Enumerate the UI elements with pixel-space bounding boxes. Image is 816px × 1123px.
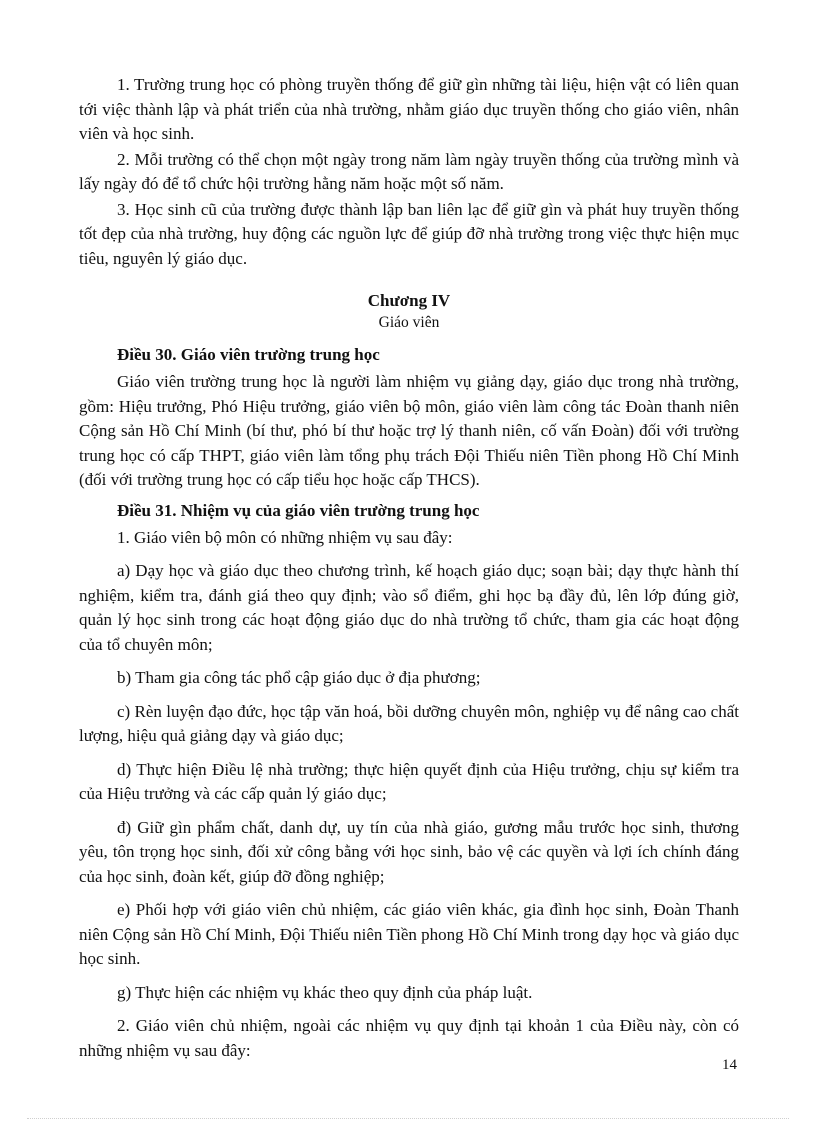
intro-paragraph-2: 2. Mỗi trường có thể chọn một ngày trong năm làm ngày truyền thống của trường mình và lấy ngày đó để tổ chức hội trường hằng năm hoặc một số năm. <box>79 149 739 193</box>
list-item-dd: đ) Giữ gìn phẩm chất, danh dự, uy tín của nhà giáo, gương mẫu trước học sinh, thương yêu, tôn trọng học sinh, đối xử công bằng với học sinh, bảo vệ các quyền và lợi ích chính đáng của học sinh, đoàn kết, giúp đỡ đồng nghiệp; <box>79 817 739 886</box>
article-30-heading: Điều 30. Giáo viên trường trung học <box>117 345 380 364</box>
document-page <box>79 73 739 1066</box>
page-number: 14 <box>722 1057 737 1073</box>
article-30-body: Giáo viên trường trung học là người làm nhiệm vụ giảng dạy, giáo dục trong nhà trường, gồm: Hiệu trưởng, Phó Hiệu trưởng, giáo viên bộ môn, giáo viên làm công tác Đoàn thanh niên Cộng sản Hồ Chí Minh (bí thư, phó bí thư hoặc trợ lý thanh niên, cố vấn Đoàn) đối với trường trung học có cấp THPT, giáo viên làm tổng phụ trách Đội Thiếu niên Tiền phong Hồ Chí Minh (đối với trường trung học có cấp tiểu học hoặc cấp THCS). <box>79 372 739 489</box>
page-bottom-divider <box>27 1118 789 1119</box>
clause-1-intro: 1. Giáo viên bộ môn có những nhiệm vụ sau đây: <box>117 527 453 547</box>
chapter-title: Chương IV <box>367 291 451 310</box>
list-item-c: c) Rèn luyện đạo đức, học tập văn hoá, bồi dưỡng chuyên môn, nghiệp vụ để nâng cao chất lượng, hiệu quả giảng dạy và giáo dục; <box>79 701 739 745</box>
clause-2-intro: 2. Giáo viên chủ nhiệm, ngoài các nhiệm vụ quy định tại khoản 1 của Điều này, còn có những nhiệm vụ sau đây: <box>79 1016 739 1060</box>
chapter-subtitle: Giáo viên <box>378 314 440 331</box>
list-item-e: e) Phối hợp với giáo viên chủ nhiệm, các giáo viên khác, gia đình học sinh, Đoàn Thanh niên Cộng sản Hồ Chí Minh, Đội Thiếu niên Tiền phong Hồ Chí Minh trong dạy học và giáo dục học sinh. <box>79 900 739 968</box>
list-item-a: a) Dạy học và giáo dục theo chương trình, kế hoạch giáo dục; soạn bài; dạy thực hành thí nghiệm, kiểm tra, đánh giá theo quy định; vào sổ điểm, ghi học bạ đầy đủ, lên lớp đúng giờ, quản lý học sinh trong các hoạt động giáo dục do nhà trường tổ chức, tham gia các hoạt động của tổ chuyên môn; <box>79 561 739 654</box>
list-item-d: d) Thực hiện Điều lệ nhà trường; thực hiện quyết định của Hiệu trưởng, chịu sự kiểm tra của Hiệu trưởng và các cấp quản lý giáo dục; <box>79 759 739 803</box>
list-item-g: g) Thực hiện các nhiệm vụ khác theo quy định của pháp luật. <box>117 982 533 1002</box>
intro-paragraph-3: 3. Học sinh cũ của trường được thành lập ban liên lạc để giữ gìn và phát huy truyền thống tốt đẹp của nhà trường, huy động các nguồn lực để giúp đỡ nhà trường trong việc thực hiện mục tiêu, nguyên lý giáo dục. <box>79 199 739 268</box>
intro-paragraph-1: 1. Trường trung học có phòng truyền thống để giữ gìn những tài liệu, hiện vật có liên quan tới việc thành lập và phát triển của nhà trường, nhằm giáo dục truyền thống cho giáo viên, nhân viên và học sinh. <box>79 75 739 143</box>
list-item-b: b) Tham gia công tác phổ cập giáo dục ở địa phương; <box>117 668 481 687</box>
article-31-heading: Điều 31. Nhiệm vụ của giáo viên trường trung học <box>117 500 480 520</box>
